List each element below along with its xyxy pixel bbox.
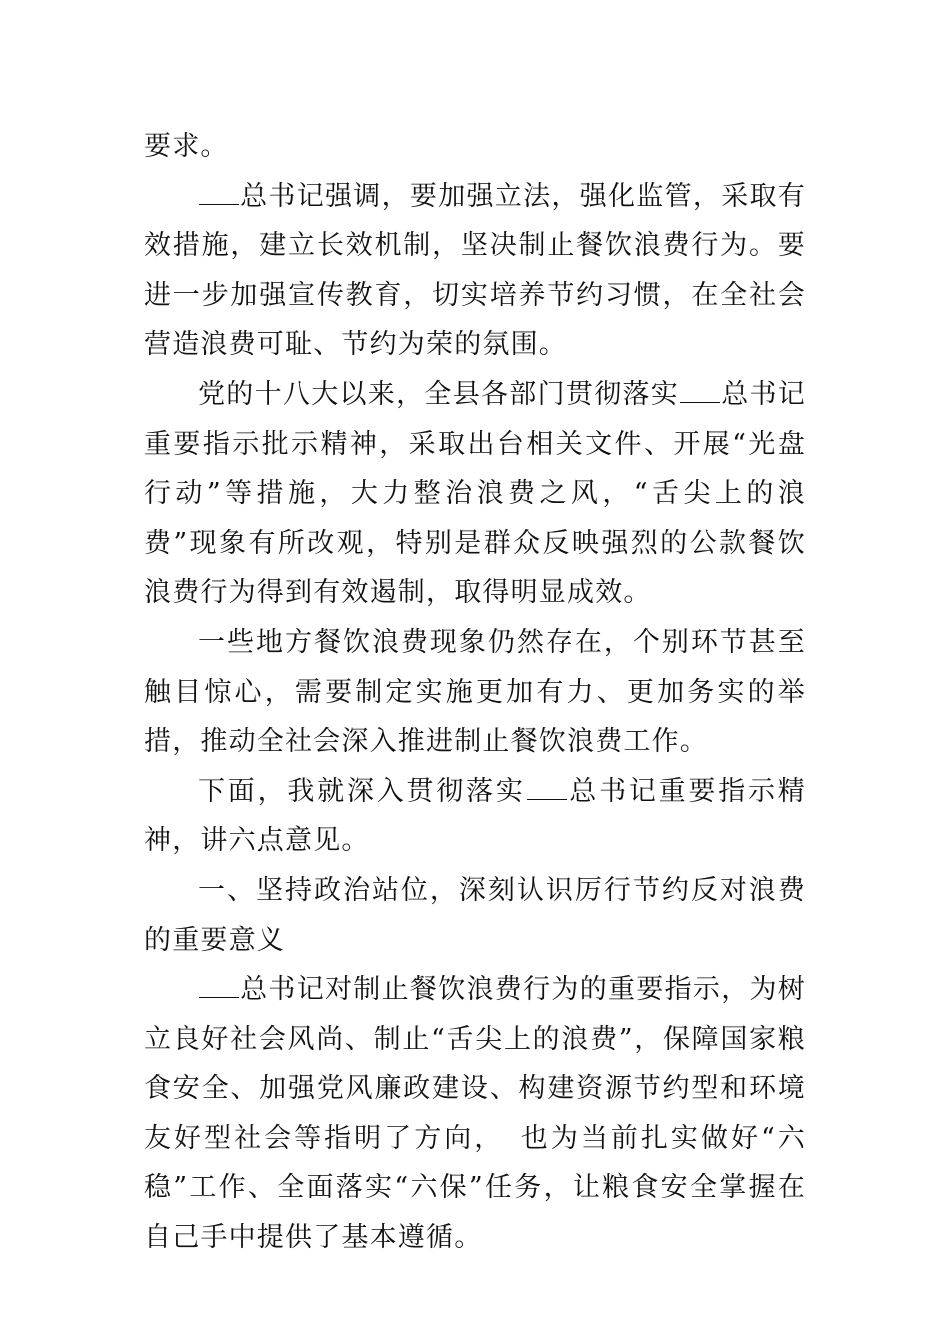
paragraph-text: 党的十八大以来，全县各部门贯彻落实 [198, 378, 680, 410]
paragraph [144, 965, 806, 1263]
paragraph-text: 下面，我就深入贯彻落实 [198, 775, 526, 807]
paragraph-text: 一些地方餐饮浪费现象仍然存在，个别环节甚至触目惊心，需要制定实施更加有力、更加务实的举措，推动全社会深入推进制止餐饮浪费工作。 [144, 626, 806, 758]
paragraph-text: 总书记对制止餐饮浪费行为的重要指示，为树立良好社会风尚、制止“舌尖上的浪费”，保障国家粮食安全、加强党风廉政建设、构建资源节约型和环境友好型社会等指明了方向， 也为当前扎实做好“六稳”工作、全面落实“六保”任务，让粮食安全掌握在自己手中提供了基本遵循。 [144, 974, 806, 1254]
paragraph [144, 172, 806, 370]
paragraph [144, 767, 806, 866]
paragraph [144, 618, 806, 767]
document-body [144, 122, 806, 1263]
paragraph-text: 一、坚持政治站位，深刻认识厉行节约反对浪费的重要意义 [144, 874, 806, 956]
paragraph [144, 370, 806, 618]
paragraph-text: 要求。 [144, 131, 229, 162]
paragraph-text: 总书记重要指示精神，讲六点意见。 [144, 775, 806, 857]
paragraph [144, 122, 806, 172]
paragraph-text: 总书记重要指示批示精神，采取出台相关文件、开展“光盘行动”等措施，大力整治浪费之风，“舌尖上的浪费”现象有所改观，特别是群众反映强烈的公款餐饮浪费行为得到有效遏制，取得明显成效。 [144, 378, 806, 609]
name-blank [199, 182, 239, 205]
name-blank [680, 380, 720, 403]
name-blank [527, 777, 567, 800]
paragraph-text: 总书记强调，要加强立法，强化监管，采取有效措施，建立长效机制，坚决制止餐饮浪费行为。要进一步加强宣传教育，切实培养节约习惯，在全社会营造浪费可耻、节约为荣的氛围。 [144, 180, 806, 361]
paragraph [144, 866, 806, 965]
name-blank [199, 975, 239, 998]
